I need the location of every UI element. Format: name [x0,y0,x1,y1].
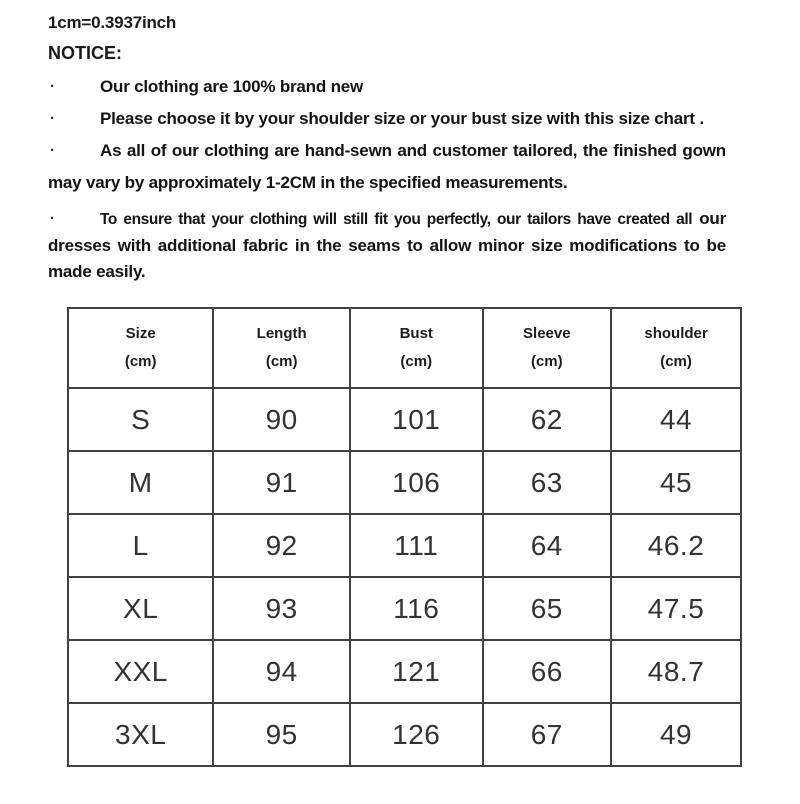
bullet-dot-icon: · [50,210,55,227]
column-label: shoulder [644,325,708,342]
column-label: Length [256,325,307,342]
size-cell: 3XL [68,703,213,766]
measurement-cell: 93 [213,577,350,640]
measurement-cell: 49 [611,703,741,766]
measurement-cell: 65 [483,577,612,640]
size-cell: XL [68,577,213,640]
table-row [68,703,741,766]
table-row [68,640,741,703]
bullet-dot-icon: · [50,78,55,95]
notice-text: To ensure that your clothing will still fit you perfectly, our tailors have created all [100,211,693,228]
column-label: Bust [399,325,433,342]
table-row [68,388,741,451]
notice-text: Our clothing are 100% brand new [100,77,364,96]
conversion-note: 1cm=0.3937inch [48,13,177,32]
notice-item [48,135,726,199]
size-cell: L [68,514,213,577]
column-label: Size [125,325,156,342]
notice-text: our dresses with additional fabric in the seams to allow minor size modifications to be made easily. [48,209,726,281]
notice-text: As all of our clothing are hand-sewn and customer tailored, the finished gown may vary by approximately 1-2CM in the specified measurements. [48,141,726,192]
bullet-dot-icon: · [50,110,55,127]
measurement-cell: 92 [213,514,350,577]
column-label: Sleeve [523,325,571,342]
measurement-cell: 67 [483,703,612,766]
size-chart-body [68,388,741,766]
measurement-cell: 45 [611,451,741,514]
column-unit: (cm) [530,353,563,370]
notice-item [48,103,726,135]
measurement-cell: 106 [350,451,483,514]
notice-item [48,71,726,103]
measurement-cell: 47.5 [611,577,741,640]
measurement-cell: 91 [213,451,350,514]
column-header [611,308,741,388]
size-chart-header [68,308,741,388]
table-row [68,577,741,640]
measurement-cell: 95 [213,703,350,766]
notice-heading: NOTICE: [48,43,122,63]
notice-list [48,71,726,285]
column-unit: (cm) [400,353,433,370]
table-row [68,451,741,514]
measurement-cell: 101 [350,388,483,451]
size-chart-table [67,307,742,767]
size-cell: M [68,451,213,514]
header-row [68,308,741,388]
size-cell: XXL [68,640,213,703]
measurement-cell: 111 [350,514,483,577]
column-unit: (cm) [265,353,298,370]
measurement-cell: 44 [611,388,741,451]
measurement-cell: 94 [213,640,350,703]
bullet-dot-icon: · [50,142,55,159]
notice-text: Please choose it by your shoulder size or your bust size with this size chart . [100,109,704,128]
measurement-cell: 64 [483,514,612,577]
measurement-cell: 62 [483,388,612,451]
measurement-cell: 63 [483,451,612,514]
table-row [68,514,741,577]
measurement-cell: 46.2 [611,514,741,577]
column-unit: (cm) [660,353,692,370]
measurement-cell: 121 [350,640,483,703]
column-header [68,308,213,388]
measurement-cell: 116 [350,577,483,640]
column-unit: (cm) [124,353,157,370]
column-header [213,308,350,388]
notice-item [48,206,726,285]
size-cell: S [68,388,213,451]
measurement-cell: 48.7 [611,640,741,703]
column-header [483,308,612,388]
measurement-cell: 66 [483,640,612,703]
measurement-cell: 90 [213,388,350,451]
column-header [350,308,483,388]
measurement-cell: 126 [350,703,483,766]
